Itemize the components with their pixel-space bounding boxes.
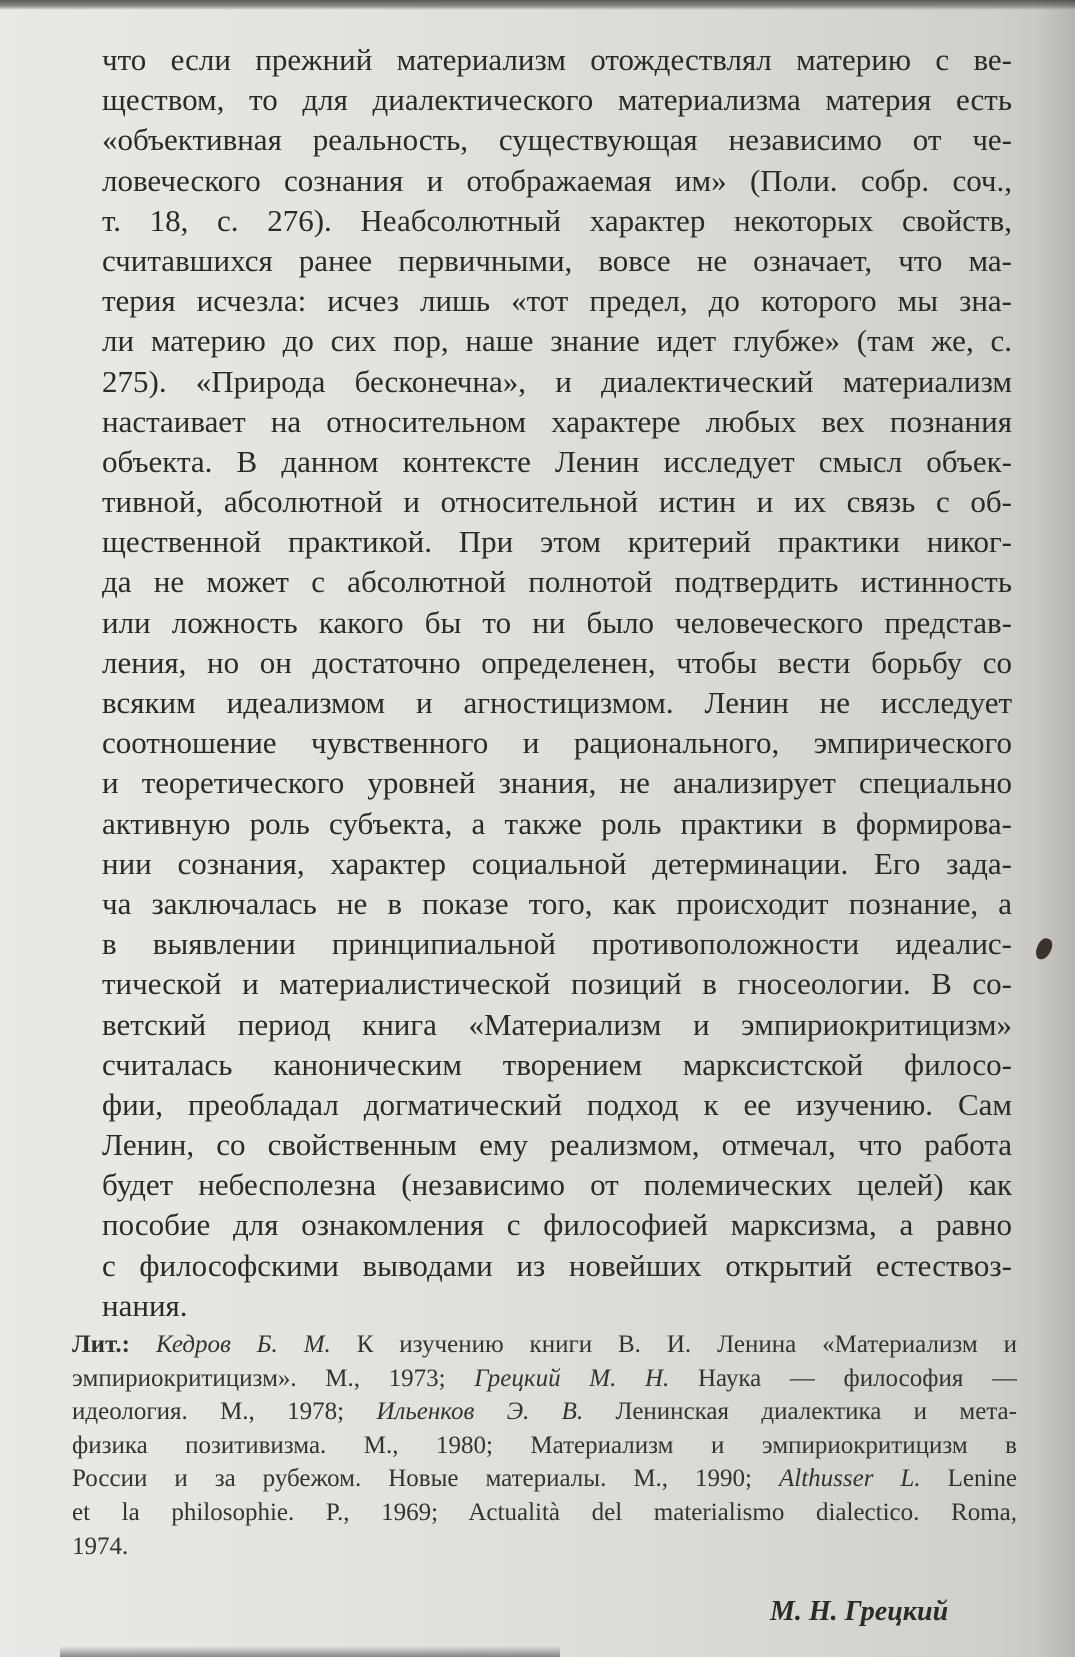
next-entry-cut-off — [60, 1646, 560, 1657]
body-line: соотношение чувственного и рационального, эмпирического — [102, 725, 1012, 761]
body-line: нания. — [102, 1287, 188, 1323]
author-signature: М. Н. Грецкий — [770, 1596, 949, 1627]
bibliography — [72, 1328, 1017, 1563]
body-line: в выявлении принципиальной противоположности идеалис- — [102, 926, 1012, 962]
body-line: ловеческого сознания и отображаемая им» (Поли. собр. соч., — [102, 162, 1012, 198]
body-line: считалась каноническим творением марксистской филосо- — [102, 1046, 1012, 1082]
bibliography-line — [72, 1328, 1017, 1362]
body-line: Ленин, со свойственным ему реализмом, отмечал, что работа — [102, 1127, 1012, 1163]
body-line: ветский период книга «Материализм и эмпириокритицизм» — [102, 1006, 1012, 1042]
body-line: что если прежний материализм отождествлял материю с ве- — [102, 42, 1012, 77]
body-line: пособие для ознакомления с философией марксизма, а равно — [102, 1207, 1012, 1243]
body-line: да не может с абсолютной полнотой подтвердить истинность — [102, 564, 1012, 600]
cited-author: Грецкий М. Н. — [474, 1364, 670, 1392]
bibliography-line — [72, 1496, 1017, 1530]
citation-text: et la philosophie. P., 1969; Actualità del materialismo dialectico. Roma, — [72, 1498, 1017, 1526]
page-top-edge — [0, 0, 1075, 10]
citation-text: 1974. — [72, 1532, 129, 1560]
citation-text: эмпириокритицизм». М., 1973; — [72, 1364, 475, 1392]
bibliography-line — [72, 1362, 1017, 1396]
bibliography-label: Лит.: — [72, 1331, 131, 1358]
body-line: ления, но он достаточно определенен, чтобы вести борьбу со — [102, 644, 1012, 680]
cited-author: Althusser L. — [778, 1465, 921, 1493]
body-line: тической и материалистической позиций в гносеологии. В со- — [102, 966, 1012, 1002]
body-line: ществом, то для диалектического материализма материя есть — [102, 82, 1012, 118]
body-line: нии сознания, характер социальной детерминации. Его зада- — [102, 845, 1012, 881]
bibliography-line — [72, 1429, 1017, 1463]
body-line: фии, преобладал догматический подход к ее изучению. Сам — [102, 1086, 1012, 1122]
body-line: щественной практикой. При этом критерий практики никог- — [102, 524, 1012, 560]
bibliography-line — [72, 1395, 1017, 1429]
citation-text: К изучению книги В. И. Ленина «Материализм и — [330, 1331, 1017, 1358]
citation-text: идеология. М., 1978; — [72, 1398, 377, 1426]
body-line: всяким идеализмом и агностицизмом. Ленин не исследует — [102, 685, 1012, 720]
body-line: активную роль субъекта, а также роль практики в формирова- — [102, 805, 1012, 841]
citation-text: России и за рубежом. Новые материалы. М., 1990; — [72, 1465, 779, 1493]
body-line: с философскими выводами из новейших открытий естествоз- — [102, 1247, 1012, 1283]
body-line: объекта. В данном контексте Ленин исследует смысл объек- — [102, 443, 1012, 479]
article-body — [102, 40, 1012, 1326]
body-line: т. 18, с. 276). Неабсолютный характер некоторых свойств, — [102, 202, 1012, 238]
body-line: считавшихся ранее первичными, вовсе не означает, что ма- — [102, 242, 1012, 278]
citation-text: Наука — философия — — [669, 1364, 1017, 1392]
page-gutter-shadow — [1035, 0, 1075, 1657]
body-line: 275). «Природа бесконечна», и диалектический материализм — [102, 363, 1012, 399]
citation-text: физика позитивизма. М., 1980; Материализм и эмпириокритицизм в — [72, 1431, 1017, 1459]
citation-text: Ленинская диалектика и мета- — [583, 1398, 1017, 1426]
body-line: и теоретического уровней знания, не анализирует специально — [102, 765, 1012, 801]
cited-author: Ильенков Э. В. — [376, 1398, 584, 1426]
body-line: настаивает на относительном характере любых вех познания — [102, 403, 1012, 439]
bibliography-line — [72, 1530, 1017, 1564]
body-line: терия исчезла: исчез лишь «тот предел, до которого мы зна- — [102, 283, 1012, 319]
body-line: будет небесполезна (независимо от полемических целей) как — [102, 1167, 1012, 1203]
citation-text: Lenine — [920, 1465, 1017, 1493]
body-line: «объективная реальность, существующая независимо от че- — [102, 122, 1012, 158]
body-line: ли материю до сих пор, наше знание идет глубже» (там же, с. — [102, 323, 1012, 359]
body-line: ча заключалась не в показе того, как происходит познание, а — [102, 885, 1012, 921]
bibliography-line — [72, 1462, 1017, 1496]
body-line: или ложность какого бы то ни было человеческого представ- — [102, 604, 1012, 640]
body-line: тивной, абсолютной и относительной истин и их связь с об- — [102, 484, 1012, 520]
cited-author: Кедров Б. М. — [155, 1331, 331, 1358]
